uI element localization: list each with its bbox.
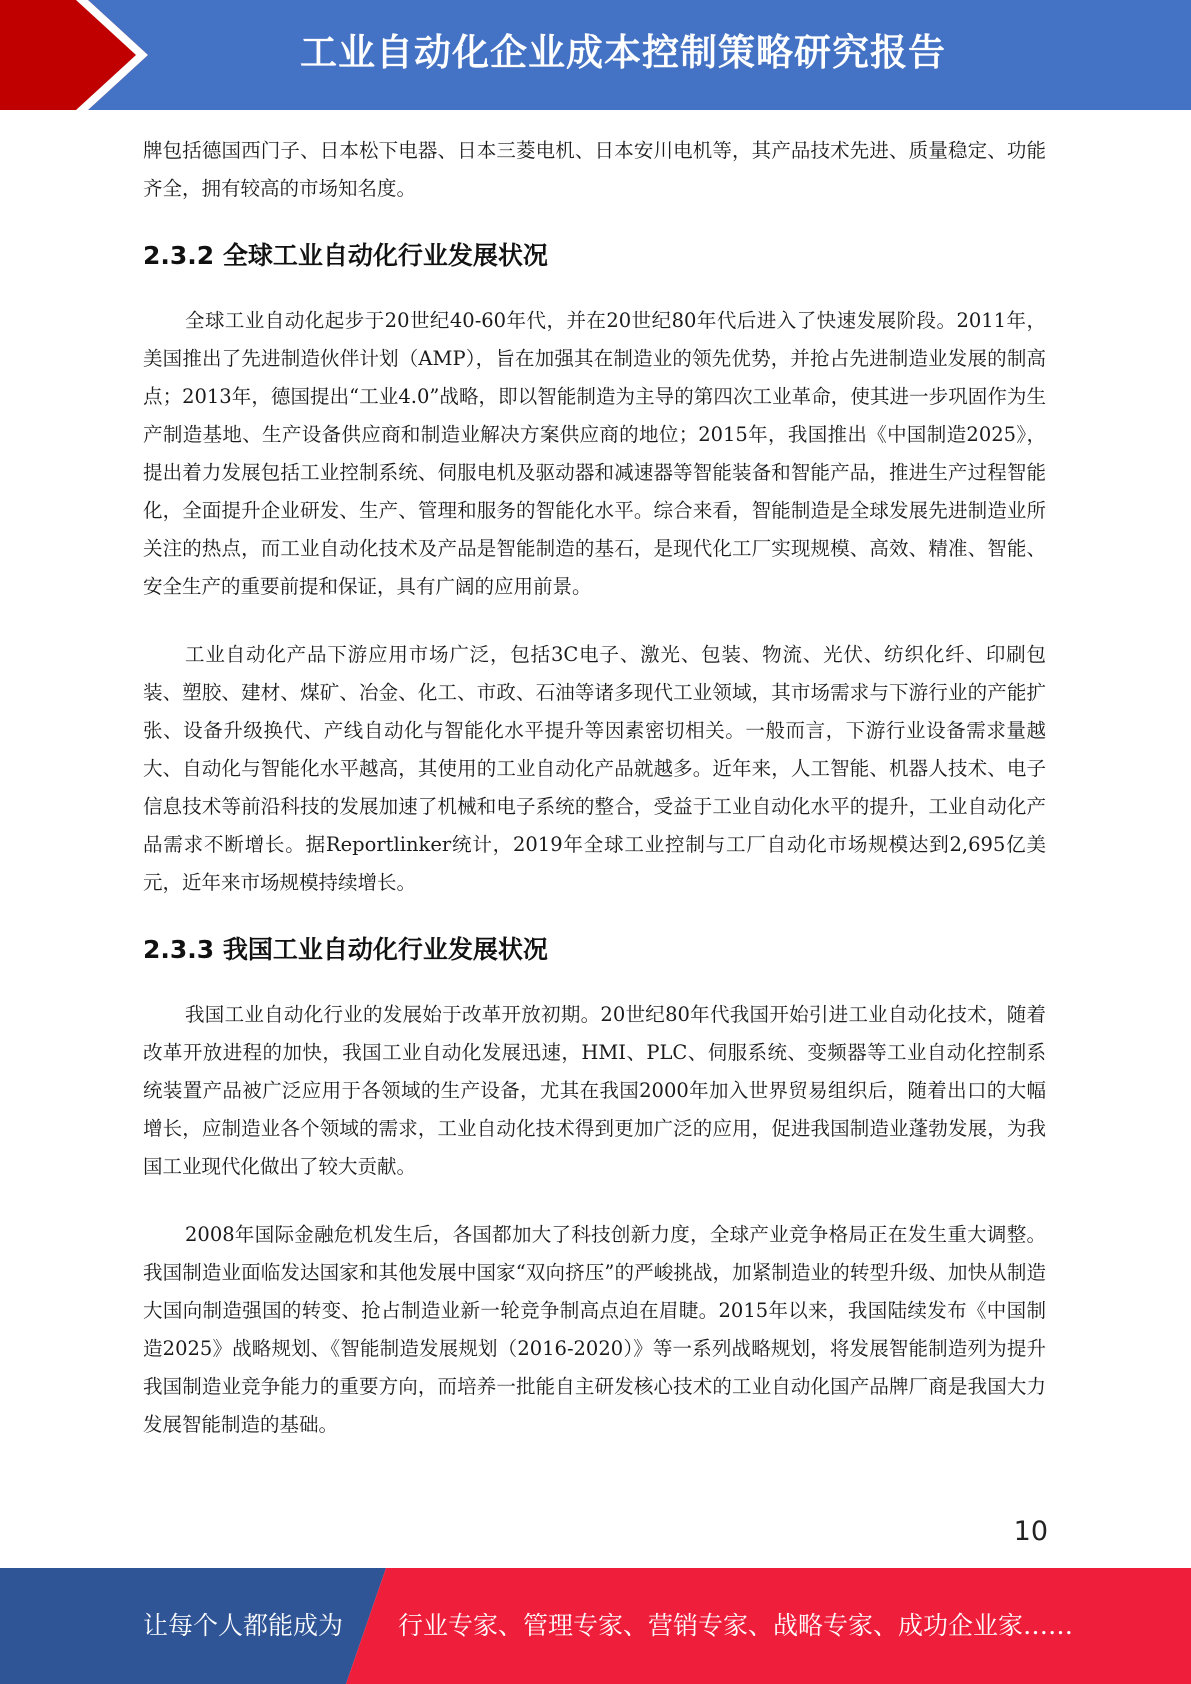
page-header <box>0 0 1191 110</box>
section-heading-2-3-2: 2.3.2 全球工业自动化行业发展状况 <box>143 241 548 270</box>
paragraph-post-2008-strategy: 2008年国际金融危机发生后，各国都加大了科技创新力度，全球产业竞争格局正在发生重大调整。我国制造业面临发达国家和其他发展中国家“双向挤压”的严峻挑战，加紧制造业的转型升级、加快从制造大国向制造强国的转变、抢占制造业新一轮竞争制高点迫在眉睫。2015年以来，我国陆续发布《中国制造2025》战略规划、《智能制造发展规划（2016-2020）》等一系列战略规划，将发展智能制造列为提升我国制造业竞争能力的重要方向，而培养一批能自主研发核心技术的工业自动化国产品牌厂商是我国大力发展智能制造的基础。 <box>143 1223 1046 1436</box>
paragraph-china-automation-history: 我国工业自动化行业的发展始于改革开放初期。20世纪80年代我国开始引进工业自动化技术，随着改革开放进程的加快，我国工业自动化发展迅速，HMI、PLC、伺服系统、变频器等工业自动化控制系统装置产品被广泛应用于各领域的生产设备，尤其在我国2000年加入世界贸易组织后，随着出口的大幅增长，应制造业各个领域的需求，工业自动化技术得到更加广泛的应用，促进我国制造业蓬勃发展，为我国工业现代化做出了较大贡献。 <box>143 1003 1046 1178</box>
report-title: 工业自动化企业成本控制策略研究报告 <box>300 31 946 74</box>
paragraph-downstream-market: 工业自动化产品下游应用市场广泛，包括3C电子、激光、包装、物流、光伏、纺织化纤、印刷包装、塑胶、建材、煤矿、冶金、化工、市政、石油等诸多现代工业领域，其市场需求与下游行业的产能扩张、设备升级换代、产线自动化与智能化水平提升等因素密切相关。一般而言，下游行业设备需求量越大、自动化与智能化水平越高，其使用的工业自动化产品就越多。近年来，人工智能、机器人技术、电子信息技术等前沿科技的发展加速了机械和电子系统的整合，受益于工业自动化水平的提升，工业自动化产品需求不断增长。据Reportlinker统计，2019年全球工业控制与工厂自动化市场规模达到2,695亿美元，近年来市场规模持续增长。 <box>143 643 1046 894</box>
continuation-paragraph: 牌包括德国西门子、日本松下电器、日本三菱电机、日本安川电机等，其产品技术先进、质量稳定、功能齐全，拥有较高的市场知名度。 <box>143 139 1046 200</box>
page-content <box>143 132 1046 1444</box>
page-footer <box>0 1568 1191 1684</box>
paragraph-global-automation: 全球工业自动化起步于20世纪40-60年代，并在20世纪80年代后进入了快速发展阶段。2011年，美国推出了先进制造伙伴计划（AMP），旨在加强其在制造业的领先优势，并抢占先进制造业发展的制高点；2013年，德国提出“工业4.0”战略，即以智能制造为主导的第四次工业革命，使其进一步巩固作为生产制造基地、生产设备供应商和制造业解决方案供应商的地位；2015年，我国推出《中国制造2025》，提出着力发展包括工业控制系统、伺服电机及驱动器和减速器等智能装备和智能产品，推进生产过程智能化，全面提升企业研发、生产、管理和服务的智能化水平。综合来看，智能制造是全球发展先进制造业所关注的热点，而工业自动化技术及产品是智能制造的基石，是现代化工厂实现规模、高效、精准、智能、安全生产的重要前提和保证，具有广阔的应用前景。 <box>143 309 1046 598</box>
header-arrow-decoration <box>0 0 150 110</box>
footer-slogan-right: 行业专家、管理专家、营销专家、战略专家、成功企业家…… <box>398 1611 1074 1640</box>
footer-slogan-left: 让每个人都能成为 <box>143 1611 344 1640</box>
section-heading-2-3-3: 2.3.3 我国工业自动化行业发展状况 <box>143 935 548 964</box>
page-number: 10 <box>1013 1516 1048 1547</box>
